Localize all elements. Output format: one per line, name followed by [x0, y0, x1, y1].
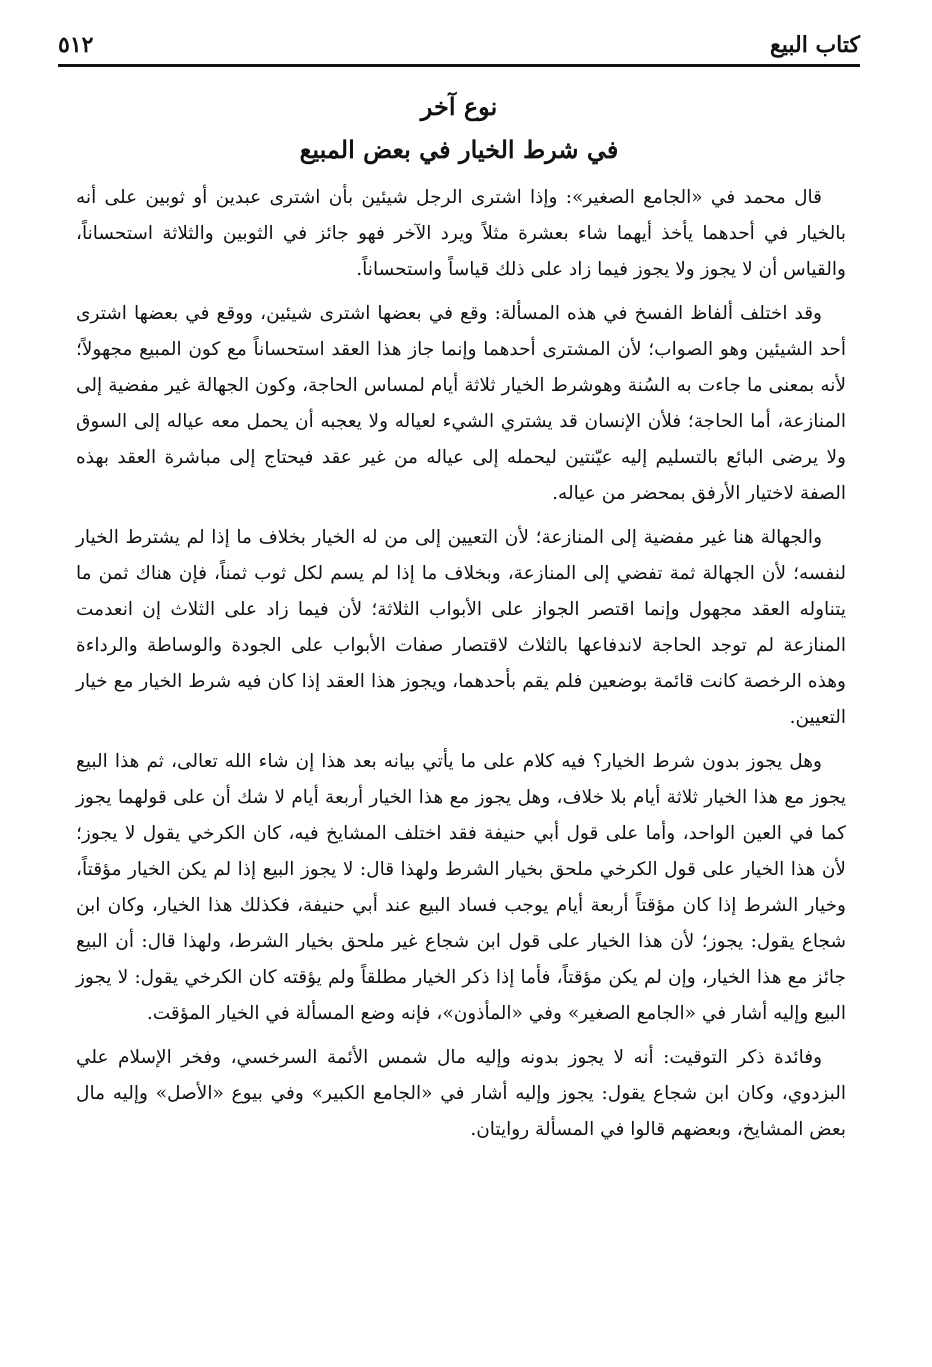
- section-subheading: في شرط الخيار في بعض المبيع: [299, 135, 619, 164]
- paragraph: وقد اختلف ألفاظ الفسخ في هذه المسألة: وقع في بعضها اشترى شيئين، ووقع في بعضها اشترى أحد الشيئين وهو الصواب؛ لأن المشترى أحدهما وإنما جاز هذا العقد استحساناً مع كون المبيع مجهولاً؛ لأنه بمعنى ما جاءت به السُنة وهوشرط الخيار ثلاثة أيام لمساس الحاجة، وكون الجهالة غير مفضية إلى المنازعة، أما الحاجة؛ فلأن الإنسان قد يشتري الشيء لعياله ولا يعجبه أن يحمل معه عياله إلى السوق ولا يرضى البائع بالتسليم إليه عيّنتين ليحمله إلى عياله من غير عقد فيحتاج إلى مباشرة العقد بهذه الصفة لاختيار الأرفق بمحضر من عياله.: [76, 303, 846, 504]
- section-heading: نوع آخر: [420, 92, 498, 121]
- running-header: [58, 30, 860, 66]
- page-number: ٥١٢: [58, 32, 94, 58]
- paragraph: قال محمد في «الجامع الصغير»: وإذا اشترى الرجل شيئين بأن اشترى عبدين أو ثوبين على أنه بالخيار في أحدهما يأخذ أيهما شاء بعشرة مثلاً ويرد الآخر فهو جائز في الثوبين والثلاثة استحساناً، والقياس أن لا يجوز ولا يجوز فيما زاد على ذلك قياساً واستحساناً.: [76, 187, 846, 280]
- header-rule: [58, 64, 860, 67]
- book-title: كتاب البيع: [770, 32, 860, 58]
- paragraph: وفائدة ذكر التوقيت: أنه لا يجوز بدونه وإليه مال شمس الأئمة السرخسي، وفخر الإسلام علي البزدوي، وكان ابن شجاع يقول: يجوز وإليه أشار في «الجامع الكبير» وفي بيوع «الأصل» وإليه مال بعض المشايخ، وبعضهم قالوا في المسألة روايتان.: [76, 1047, 846, 1140]
- paragraph: والجهالة هنا غير مفضية إلى المنازعة؛ لأن التعيين إلى من له الخيار بخلاف ما إذا لم يشترط الخيار لنفسه؛ لأن الجهالة ثمة تفضي إلى المنازعة، وبخلاف ما إذا لم يسم لكل ثوب ثمناً، فإن هناك ثمن ما يتناوله العقد مجهول وإنما اقتصر الجواز على الأبواب الثلاثة؛ لأن فيما زاد على الثلاث إن انعدمت المنازعة لم توجد الحاجة لاندفاعها بالثلاث لاقتصار صفات الأبواب على الجودة والوساطة والرداءة وهذه الرخصة كانت قائمة بوضعين فلم يقم بأحدهما، ويجوز هذا العقد إذا كان فيه شرط الخيار مع خيار التعيين.: [76, 527, 846, 728]
- body-text: [76, 180, 846, 1156]
- paragraph: وهل يجوز بدون شرط الخيار؟ فيه كلام على ما يأتي بيانه بعد هذا إن شاء الله تعالى، ثم هذا البيع يجوز مع هذا الخيار ثلاثة أيام بلا خلاف، وهل يجوز مع هذا الخيار أربعة أيام لا شك أن على قولهما يجوز كما في العين الواحد، وأما على قول أبي حنيفة فقد اختلف المشايخ فيه، كان الكرخي يقول لا يجوز؛ لأن هذا الخيار على قول الكرخي ملحق بخيار الشرط ولهذا قال: لا يجوز البيع إذا لم يكن الخيار مؤقتاً، وخيار الشرط إذا كان مؤقتاً أربعة أيام يوجب فساد البيع عند أبي حنيفة، فكذلك هذا الخيار، وكان ابن شجاع يقول: يجوز؛ لأن هذا الخيار على قول ابن شجاع غير ملحق بخيار الشرط، ولهذا قال: أن البيع جائز مع هذا الخيار، وإن لم يكن مؤقتاً، فأما إذا ذكر الخيار مطلقاً ولم يؤقته كان الكرخي يقول: لا يجوز البيع وإليه أشار في «الجامع الصغير» وفي «المأذون»، فإنه وضع المسألة في الخيار المؤقت.: [76, 751, 846, 1024]
